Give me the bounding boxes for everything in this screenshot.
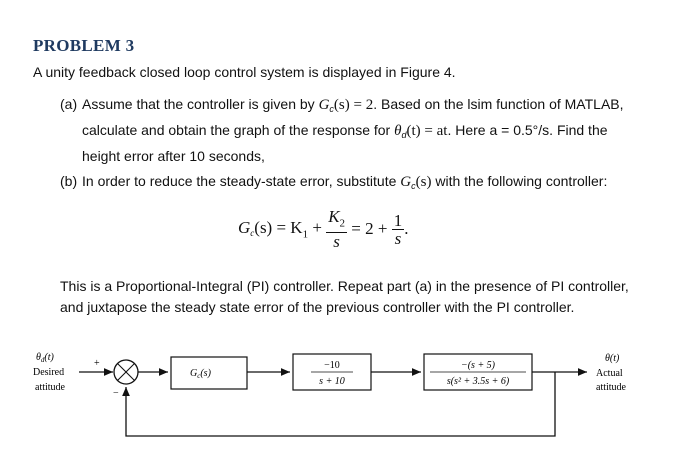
- part-b-label: (b): [60, 173, 78, 189]
- one-over-s-fraction: $\frac{1}{s}$: [393, 210, 403, 248]
- problem-title: PROBLEM 3: [33, 36, 135, 55]
- output-symbol: θ(t): [605, 353, 620, 364]
- plus-sign: +: [94, 358, 100, 369]
- input-label-attitude: attitude: [35, 382, 65, 393]
- part-a-line3: height error after 10 seconds,: [82, 148, 265, 164]
- controller-label: $G_c(s)$: [190, 368, 211, 380]
- part-a-line1: Assume that the controller is given by $G_c(s) = 2$. Based on the lsim function of MATLAB,: [82, 96, 624, 114]
- plant-numerator: −(s + 5): [460, 360, 496, 371]
- part-b-line1: In order to reduce the steady-state error, substitute $G_c(s)$ with the following controller:: [82, 173, 608, 191]
- input-label-desired: Desired: [33, 367, 65, 378]
- part-a-label: (a): [60, 96, 78, 112]
- pi-paragraph-line1: This is a Proportional-Integral (PI) controller. Repeat part (a) in the presence of PI controller,: [60, 278, 629, 294]
- block-diagram: [0, 340, 692, 450]
- output-label-actual: Actual: [596, 368, 623, 379]
- actuator-numerator: −10: [324, 360, 340, 371]
- actuator-denominator: s + 10: [319, 376, 345, 387]
- output-label-attitude: attitude: [596, 382, 626, 393]
- pi-controller-equation: $G_c(s) = K_1$ + $\frac{K_2}{s}$ = 2 + $\frac{1}{s}$ .: [238, 207, 409, 252]
- intro-text: A unity feedback closed loop control system is displayed in Figure 4.: [33, 64, 456, 80]
- plant-denominator: s(s² + 3.5s + 6): [446, 376, 510, 387]
- minus-sign: −: [113, 388, 119, 399]
- k2-over-s-fraction: $\frac{K_2}{s}$: [328, 207, 346, 252]
- part-a-line2: calculate and obtain the graph of the response for $\theta_d(t)$ = at. Here a = 0.5°/s. Find the: [82, 122, 608, 140]
- input-symbol: $\theta_d(t)$: [36, 352, 54, 364]
- pi-paragraph-line2: and juxtapose the steady state error of the previous controller with the PI controller.: [60, 299, 575, 315]
